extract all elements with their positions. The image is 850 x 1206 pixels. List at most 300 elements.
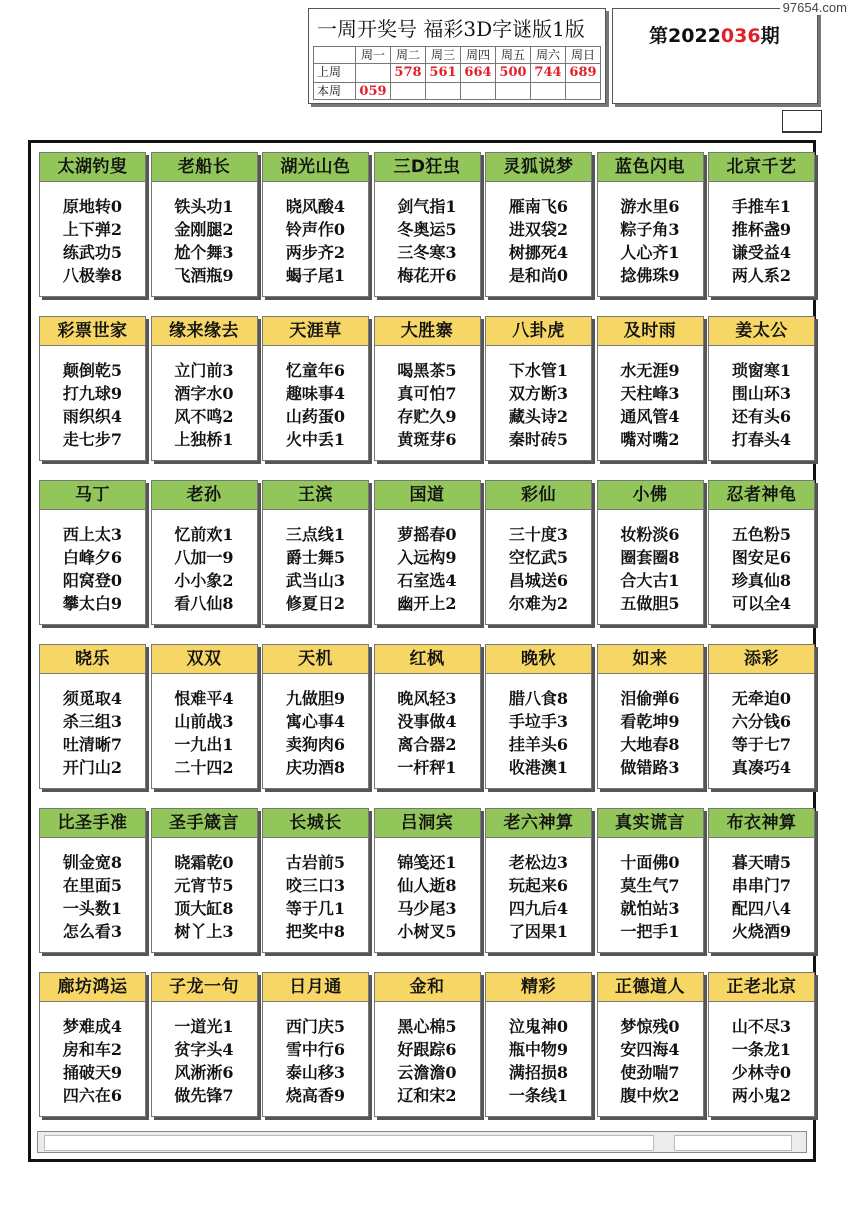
riddle-line: 元宵节5 <box>174 876 234 895</box>
riddle-line: 喝黑茶5 <box>397 361 457 380</box>
riddle-lines <box>709 346 814 451</box>
riddle-line: 上下弹2 <box>62 220 123 239</box>
riddle-line: 还有头6 <box>731 407 792 426</box>
riddle-line: 寓心事4 <box>285 712 346 731</box>
riddle-line: 老松边3 <box>508 853 569 872</box>
last-week-number: 578 <box>391 64 426 83</box>
card-author: 圣手箴言 <box>152 809 257 838</box>
riddle-line: 做先锋7 <box>174 1086 234 1105</box>
riddle-line: 就怕站3 <box>620 899 680 918</box>
riddle-card <box>597 644 704 789</box>
riddle-line: 卖狗肉6 <box>285 735 346 754</box>
riddle-line: 练武功5 <box>62 243 123 262</box>
this-week-number <box>461 83 496 100</box>
riddle-card <box>151 644 258 789</box>
card-author: 缘来缘去 <box>152 317 257 346</box>
riddle-line: 莫生气7 <box>620 876 680 895</box>
card-author: 老六神算 <box>486 809 591 838</box>
riddle-line: 古岩前5 <box>285 853 346 872</box>
riddle-card <box>597 316 704 461</box>
riddle-lines <box>40 838 145 943</box>
riddle-card <box>374 480 481 625</box>
riddle-line: 两步齐2 <box>285 243 346 262</box>
card-author: 国道 <box>375 481 480 510</box>
card-author: 姜太公 <box>709 317 814 346</box>
riddle-line: 贫字头4 <box>174 1040 234 1059</box>
riddle-line: 看八仙8 <box>174 594 234 613</box>
card-author: 忍者神龟 <box>709 481 814 510</box>
riddle-line: 晓风酸4 <box>285 197 346 216</box>
riddle-line: 吐清晰7 <box>62 735 123 754</box>
card-author: 彩仙 <box>486 481 591 510</box>
riddle-line: 把奖中8 <box>285 922 346 941</box>
riddle-line: 一头数1 <box>62 899 123 918</box>
riddle-card <box>262 644 369 789</box>
card-author: 双双 <box>152 645 257 674</box>
riddle-line: 上独桥1 <box>174 430 234 449</box>
riddle-lines <box>40 1002 145 1107</box>
riddle-line: 三点线1 <box>285 525 346 544</box>
riddle-line: 谦受益4 <box>731 243 792 262</box>
card-author: 八卦虎 <box>486 317 591 346</box>
riddle-line: 萝摇春0 <box>397 525 457 544</box>
riddle-line: 没事做4 <box>397 712 457 731</box>
weekday-header: 周六 <box>531 47 566 64</box>
riddle-card <box>151 316 258 461</box>
riddle-line: 修夏日2 <box>285 594 346 613</box>
riddle-lines <box>152 1002 257 1107</box>
riddle-line: 铃声作0 <box>285 220 346 239</box>
riddle-card <box>374 316 481 461</box>
this-week-number <box>531 83 566 100</box>
riddle-lines <box>486 182 591 287</box>
riddle-line: 游水里6 <box>620 197 680 216</box>
riddle-card <box>39 316 146 461</box>
riddle-line: 五做胆5 <box>620 594 680 613</box>
riddle-lines <box>375 182 480 287</box>
riddle-line: 大地春8 <box>620 735 680 754</box>
riddle-line: 趣味事4 <box>285 384 346 403</box>
riddle-line: 看乾坤9 <box>620 712 680 731</box>
riddle-card <box>262 480 369 625</box>
riddle-line: 树丫上3 <box>174 922 234 941</box>
riddle-line: 泪偷弹6 <box>620 689 680 708</box>
riddle-line: 飞酒瓶9 <box>174 266 234 285</box>
last-week-number: 561 <box>426 64 461 83</box>
riddle-line: 梦惊残0 <box>620 1017 680 1036</box>
riddle-line: 恨难平4 <box>174 689 234 708</box>
riddle-line: 手垃手3 <box>508 712 569 731</box>
riddle-line: 珍真仙8 <box>731 571 792 590</box>
riddle-line: 八加一9 <box>174 548 234 567</box>
card-author: 比圣手准 <box>40 809 145 838</box>
riddle-lines <box>598 1002 703 1107</box>
card-author: 老孙 <box>152 481 257 510</box>
riddle-line: 杀三组3 <box>62 712 123 731</box>
riddle-line: 双方断3 <box>508 384 569 403</box>
riddle-line: 秦时砖5 <box>508 430 569 449</box>
this-week-number <box>496 83 531 100</box>
riddle-line: 幽开上2 <box>397 594 457 613</box>
riddle-line: 圈套圈8 <box>620 548 680 567</box>
riddle-line: 白峰夕6 <box>62 548 123 567</box>
last-week-number <box>356 64 391 83</box>
riddle-line: 晚风轻3 <box>397 689 457 708</box>
riddle-line: 石室选4 <box>397 571 457 590</box>
site-watermark[interactable]: 97654.com <box>780 0 850 15</box>
this-week-label: 本周 <box>314 83 356 100</box>
riddle-line: 须觅取4 <box>62 689 123 708</box>
riddle-line: 玩起来6 <box>508 876 569 895</box>
card-author: 蓝色闪电 <box>598 153 703 182</box>
riddle-line: 捻佛珠9 <box>620 266 680 285</box>
riddle-line: 庆功酒8 <box>285 758 346 777</box>
riddle-lines <box>152 674 257 779</box>
card-author: 天涯草 <box>263 317 368 346</box>
riddle-line: 使劲喘7 <box>620 1063 680 1082</box>
card-author: 正德道人 <box>598 973 703 1002</box>
riddle-line: 开门山2 <box>62 758 123 777</box>
riddle-line: 粽子角3 <box>620 220 680 239</box>
riddle-lines <box>263 182 368 287</box>
riddle-line: 一九出1 <box>174 735 234 754</box>
riddle-lines <box>40 346 145 451</box>
riddle-line: 腹中炊2 <box>620 1086 680 1105</box>
riddle-line: 锦笺还1 <box>397 853 457 872</box>
riddle-line: 走七步7 <box>62 430 123 449</box>
riddle-line: 忆童年6 <box>285 361 346 380</box>
riddle-line: 一条线1 <box>508 1086 569 1105</box>
riddle-line: 冬奥运5 <box>397 220 457 239</box>
riddle-lines <box>40 510 145 615</box>
riddle-line: 串串门7 <box>731 876 792 895</box>
riddle-line: 好跟踪6 <box>397 1040 457 1059</box>
riddle-lines <box>263 674 368 779</box>
footer-slot-right <box>674 1135 792 1151</box>
riddle-line: 配四八4 <box>731 899 792 918</box>
riddle-card <box>708 644 815 789</box>
weekday-header: 周四 <box>461 47 496 64</box>
footer-slot-left <box>44 1135 654 1151</box>
card-author: 灵狐说梦 <box>486 153 591 182</box>
card-author: 马丁 <box>40 481 145 510</box>
riddle-card <box>708 316 815 461</box>
riddle-line: 等于几1 <box>285 899 346 918</box>
riddle-line: 合大古1 <box>620 571 680 590</box>
riddle-line: 山前战3 <box>174 712 234 731</box>
weekly-results-panel <box>308 8 606 104</box>
riddle-line: 西门庆5 <box>285 1017 346 1036</box>
riddle-line: 铁头功1 <box>174 197 234 216</box>
riddle-line: 火中丢1 <box>285 430 346 449</box>
riddle-line: 两人系2 <box>731 266 792 285</box>
riddle-line: 八极拳8 <box>62 266 123 285</box>
riddle-line: 一把手1 <box>620 922 680 941</box>
riddle-line: 手推车1 <box>731 197 792 216</box>
card-author: 精彩 <box>486 973 591 1002</box>
riddle-line: 雨织织4 <box>62 407 123 426</box>
riddle-card <box>708 152 815 297</box>
weekday-header: 周二 <box>391 47 426 64</box>
this-week-number <box>566 83 601 100</box>
last-week-label: 上周 <box>314 64 356 83</box>
riddle-line: 琐窗寒1 <box>731 361 792 380</box>
riddle-lines <box>263 346 368 451</box>
riddle-line: 捅破天9 <box>62 1063 123 1082</box>
riddle-lines <box>486 674 591 779</box>
riddle-line: 云澹澹0 <box>397 1063 457 1082</box>
riddle-lines <box>40 182 145 287</box>
riddle-line: 晓霜乾0 <box>174 853 234 872</box>
riddle-card <box>151 808 258 953</box>
card-author: 子龙一句 <box>152 973 257 1002</box>
riddle-lines <box>709 838 814 943</box>
issue-panel <box>612 8 818 104</box>
riddle-line: 怎么看3 <box>62 922 123 941</box>
riddle-lines <box>375 346 480 451</box>
riddle-line: 黄斑芽6 <box>397 430 457 449</box>
riddle-line: 三冬寒3 <box>397 243 457 262</box>
riddle-card <box>485 316 592 461</box>
riddle-lines <box>375 1002 480 1107</box>
riddle-line: 蝎子尾1 <box>285 266 346 285</box>
riddle-card <box>39 972 146 1117</box>
last-week-number: 664 <box>461 64 496 83</box>
riddle-line: 顶大缸8 <box>174 899 234 918</box>
last-week-number: 689 <box>566 64 601 83</box>
riddle-line: 立门前3 <box>174 361 234 380</box>
riddle-line: 泰山移3 <box>285 1063 346 1082</box>
riddle-line: 空忆武5 <box>508 548 569 567</box>
weekday-header: 周日 <box>566 47 601 64</box>
riddle-line: 黑心棉5 <box>397 1017 457 1036</box>
card-author: 吕洞宾 <box>375 809 480 838</box>
riddle-line: 藏头诗2 <box>508 407 569 426</box>
card-author: 彩票世家 <box>40 317 145 346</box>
this-week-number <box>391 83 426 100</box>
riddle-card <box>151 152 258 297</box>
riddle-line: 攀太白9 <box>62 594 123 613</box>
riddle-line: 一杆秤1 <box>397 758 457 777</box>
riddle-line: 瓶中物9 <box>508 1040 569 1059</box>
riddle-lines <box>263 838 368 943</box>
riddle-line: 马少尾3 <box>397 899 457 918</box>
riddle-line: 打春头4 <box>731 430 792 449</box>
card-author: 北京千艺 <box>709 153 814 182</box>
riddle-lines <box>152 182 257 287</box>
riddle-lines <box>598 346 703 451</box>
card-author: 红枫 <box>375 645 480 674</box>
riddle-line: 收港澳1 <box>508 758 569 777</box>
riddle-lines <box>486 510 591 615</box>
weekday-header: 周三 <box>426 47 461 64</box>
riddle-line: 无牵迫0 <box>731 689 792 708</box>
riddle-line: 十面佛0 <box>620 853 680 872</box>
card-author: 长城长 <box>263 809 368 838</box>
riddle-line: 烧高香9 <box>285 1086 346 1105</box>
card-author: 金和 <box>375 973 480 1002</box>
card-author: 廊坊鸿运 <box>40 973 145 1002</box>
card-author: 布衣神算 <box>709 809 814 838</box>
riddle-lines <box>40 674 145 779</box>
card-author: 小佛 <box>598 481 703 510</box>
riddle-card <box>708 808 815 953</box>
riddle-card <box>151 480 258 625</box>
riddle-line: 泣鬼神0 <box>508 1017 569 1036</box>
riddle-line: 五色粉5 <box>731 525 792 544</box>
riddle-line: 小小象2 <box>174 571 234 590</box>
riddle-line: 风不鸣2 <box>174 407 234 426</box>
riddle-card <box>597 972 704 1117</box>
page-title: 一周开奖号 福彩3D字谜版1版 <box>317 17 585 41</box>
card-author: 日月通 <box>263 973 368 1002</box>
riddle-line: 少林寺0 <box>731 1063 792 1082</box>
riddle-line: 六分钱6 <box>731 712 792 731</box>
riddle-card <box>39 480 146 625</box>
riddle-card <box>262 152 369 297</box>
riddle-card <box>708 972 815 1117</box>
riddle-lines <box>375 674 480 779</box>
riddle-line: 树挪死4 <box>508 243 569 262</box>
riddle-lines <box>598 182 703 287</box>
weekly-results-table <box>313 46 601 100</box>
riddle-line: 下水管1 <box>508 361 569 380</box>
card-author: 太湖钓叟 <box>40 153 145 182</box>
riddle-line: 西上太3 <box>62 525 123 544</box>
weekday-header: 周五 <box>496 47 531 64</box>
riddle-line: 尬个舞3 <box>174 243 234 262</box>
riddle-card <box>485 808 592 953</box>
weekday-header: 周一 <box>356 47 391 64</box>
riddle-line: 了因果1 <box>508 922 569 941</box>
riddle-line: 做错路3 <box>620 758 680 777</box>
riddle-line: 梅花开6 <box>397 266 457 285</box>
riddle-line: 天柱峰3 <box>620 384 680 403</box>
riddle-line: 钏金宽8 <box>62 853 123 872</box>
riddle-line: 火烧酒9 <box>731 922 792 941</box>
riddle-lines <box>486 1002 591 1107</box>
riddle-line: 真凑巧4 <box>731 758 792 777</box>
riddle-line: 一条龙1 <box>731 1040 792 1059</box>
card-author: 真实谎言 <box>598 809 703 838</box>
riddle-card <box>374 808 481 953</box>
riddle-card <box>262 808 369 953</box>
riddle-line: 四九后4 <box>508 899 569 918</box>
riddle-line: 围山环3 <box>731 384 792 403</box>
riddle-card <box>374 972 481 1117</box>
riddle-line: 昌城送6 <box>508 571 569 590</box>
riddle-line: 颠倒乾5 <box>62 361 123 380</box>
riddle-line: 等于七7 <box>731 735 792 754</box>
riddle-line: 妆粉淡6 <box>620 525 680 544</box>
riddle-lines <box>375 510 480 615</box>
card-author: 正老北京 <box>709 973 814 1002</box>
card-author: 及时雨 <box>598 317 703 346</box>
riddle-line: 忆前欢1 <box>174 525 234 544</box>
riddle-card <box>485 644 592 789</box>
riddle-line: 嘴对嘴2 <box>620 430 680 449</box>
riddle-card <box>597 480 704 625</box>
riddle-line: 雪中行6 <box>285 1040 346 1059</box>
riddle-lines <box>263 1002 368 1107</box>
decorative-box <box>782 110 822 133</box>
riddle-line: 山药蛋0 <box>285 407 346 426</box>
riddle-line: 挂羊头6 <box>508 735 569 754</box>
riddle-line: 三十度3 <box>508 525 569 544</box>
riddle-card <box>39 152 146 297</box>
riddle-line: 腊八食8 <box>508 689 569 708</box>
this-week-number: 059 <box>356 83 391 100</box>
riddle-line: 咬三口3 <box>285 876 346 895</box>
riddle-lines <box>709 510 814 615</box>
riddle-card <box>262 316 369 461</box>
riddle-lines <box>486 346 591 451</box>
riddle-card <box>597 152 704 297</box>
riddle-line: 两小鬼2 <box>731 1086 792 1105</box>
riddle-lines <box>709 182 814 287</box>
riddle-line: 安四海4 <box>620 1040 680 1059</box>
riddle-lines <box>152 510 257 615</box>
riddle-line: 雁南飞6 <box>508 197 569 216</box>
riddle-card <box>39 644 146 789</box>
table-corner <box>314 47 356 64</box>
riddle-line: 真可怕7 <box>397 384 457 403</box>
riddle-line: 山不尽3 <box>731 1017 792 1036</box>
riddle-card <box>374 644 481 789</box>
footer-scroll-bar <box>37 1131 807 1153</box>
riddle-line: 进双袋2 <box>508 220 569 239</box>
riddle-line: 存贮久9 <box>397 407 457 426</box>
riddle-lines <box>709 674 814 779</box>
riddle-line: 小树叉5 <box>397 922 457 941</box>
riddle-grid <box>39 152 815 1117</box>
riddle-lines <box>598 838 703 943</box>
riddle-lines <box>486 838 591 943</box>
riddle-line: 可以全4 <box>731 594 792 613</box>
issue-number: 第2022036期 <box>649 25 780 47</box>
card-author: 天机 <box>263 645 368 674</box>
riddle-line: 打九球9 <box>62 384 123 403</box>
card-author: 王滨 <box>263 481 368 510</box>
riddle-lines <box>152 346 257 451</box>
riddle-card <box>708 480 815 625</box>
riddle-line: 原地转0 <box>62 197 123 216</box>
riddle-line: 仙人逝8 <box>397 876 457 895</box>
riddle-line: 尔难为2 <box>508 594 569 613</box>
card-author: 大胜寨 <box>375 317 480 346</box>
riddle-line: 暮天晴5 <box>731 853 792 872</box>
riddle-card <box>597 808 704 953</box>
riddle-line: 金刚腿2 <box>174 220 234 239</box>
riddle-card <box>374 152 481 297</box>
riddle-line: 九做胆9 <box>285 689 346 708</box>
riddle-line: 四六在6 <box>62 1086 123 1105</box>
card-author: 如来 <box>598 645 703 674</box>
riddle-line: 房和车2 <box>62 1040 123 1059</box>
riddle-line: 一道光1 <box>174 1017 234 1036</box>
riddle-line: 是和尚0 <box>508 266 569 285</box>
riddle-line: 爵士舞5 <box>285 548 346 567</box>
riddle-lines <box>598 510 703 615</box>
riddle-line: 阳窝登0 <box>62 571 123 590</box>
riddle-lines <box>263 510 368 615</box>
riddle-line: 剑气指1 <box>397 197 457 216</box>
riddle-line: 推杯盏9 <box>731 220 792 239</box>
riddle-line: 离合器2 <box>397 735 457 754</box>
last-week-number: 744 <box>531 64 566 83</box>
riddle-board <box>28 140 816 1162</box>
riddle-line: 满招损8 <box>508 1063 569 1082</box>
